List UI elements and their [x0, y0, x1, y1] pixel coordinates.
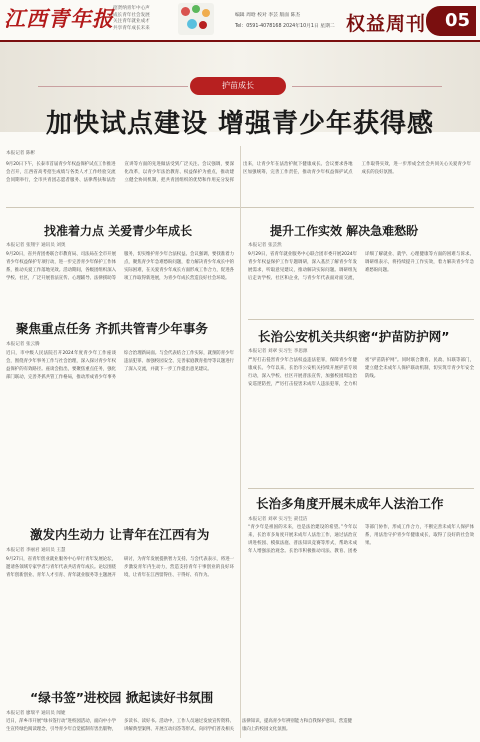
article-body: 9月20日，省共青团委联合市教育局、司法局在全市开展青少年权益保护专项行动，进一步完善青少年保护工作体系，推动关爱工作落地见效。活动期间，各级团组织深入学校、社区，广泛开展普法宣传、心理辅导、法律援助等服务，切实维护青少年合法权益。会议强调，要找准着力点，聚焦青少年急难愁盼问题，着力解决青少年成长中的实际困难，在关爱青少年成长方面形成工作合力，促进各项工作取得新进展，为青少年成长营造良好社会环境。 — [6, 252, 234, 281]
article-body: 严厉打击侵害青少年合法权益违法犯罪，保障青少年健康成长。今年以来，长治市公安机关持续开展护苗专项行动，深入学校、社区开展普法宣传，加强校园周边治安巡逻防控，严厉打击侵害未成年人违法犯罪，全力织密“护苗防护网”。同时联合教育、民政、妇联等部门，建立健全未成年人保护联动机制，切实筑牢青少年安全防线。 — [248, 358, 474, 387]
divider — [248, 488, 474, 489]
column-tag: 护苗成长 — [190, 77, 286, 95]
article-title: 找准着力点 关爱青少年成长 — [44, 224, 193, 238]
masthead-date: Tel：0591-4078168 2024年10月1日 星期二 — [235, 24, 335, 29]
masthead-slogan: 招贤纳青年中心声 成长青年社会发展 关注青年就业成才 共享青年成长未来 — [113, 6, 150, 31]
divider — [248, 319, 474, 320]
lead-byline: 本报记者 陈彬 — [6, 151, 36, 156]
article-body: “青少年是祖国的未来，也是法治建设的希望。”今年以来，长治市多角度开展未成年人法治工作，通过法治宣讲进校园、模拟法庭、普法知识竞赛等形式，帮助未成年人增强法治观念。长治市积极推动司法、教育、团委等部门协作，形成工作合力，不断完善未成年人保护体系，用法治守护青少年健康成长，取得了良好的社会效果。 — [248, 525, 474, 554]
article-byline: 本报记者 张云腾 — [6, 342, 40, 347]
newspaper-logo: 江西青年报 — [4, 6, 114, 31]
page-headline: 加快试点建设 增强青少年获得感 — [45, 109, 435, 139]
column-divider — [240, 146, 241, 738]
article-byline: 本报记者 刘翠 实习生 聂佳洁 — [248, 517, 308, 522]
article-byline: 本报记者 廖瑞平 通讯员 闻婕 — [6, 711, 66, 716]
article-title: 聚焦重点任务 齐抓共管青少年事务 — [16, 321, 208, 336]
edition-title: 权益周刊 — [346, 13, 427, 35]
article-body: 近日，萍乡市开展“绿书签行动”进校园活动，面向中小学生宣传绿色阅读理念，引导青少年自觉抵制有害出版物，多读书、读好书。活动中，工作人员通过发放宣传资料、讲解典型案例、开展互动问答等形式，向同学们普及相关法律知识，提高青少年辨别能力和自我保护意识，营造健康向上的校园文化氛围。 — [6, 719, 352, 732]
article-byline: 本报记者 张芸然 — [248, 243, 282, 248]
article-body: 9月27日，省青年创业就业服务中心举行青年发展论坛，邀请各领域专家学者与青年代表共话青年成长。论坛围绕青年创新创业、青年人才引育、青年就业服务等主题展开研讨，为青年发展提供智力支持。与会代表表示，将进一步激发青年内生动力，营造支持青年干事创业的良好环境，让青年在江西留得住、干得好、有作为。 — [6, 557, 234, 578]
article-body: 近日，市中级人民法院召开2024年度青少年工作座谈会，围绕青少年事务工作与社会治理，深入探讨青少年权益保护的有效路径。座谈会指出，要聚焦重点任务，强化部门联动，完善齐抓共管工作格局，推动形成青少年事务综合治理新局面。与会代表结合工作实际，就预防青少年违法犯罪、加强校园安全、完善家庭教育指导等议题进行了深入交流，并就下一步工作提出意见建议。 — [6, 351, 234, 380]
article-title: “绿书签”进校园 掀起读好书氛围 — [30, 690, 214, 705]
article-title: 长治多角度开展未成年人法治工作 — [256, 496, 444, 511]
article-byline: 本报记者 刘翠 实习生 李思源 — [248, 349, 308, 354]
divider — [38, 86, 188, 87]
page-number: 05 — [426, 6, 476, 36]
lead-body: 9月20日下午，长泰市首届青少年权益保护试点工作推进会召开，江西省高考招生成绩与各类人才工作经验交流会同期举行，全市共青团志愿者服务、法律帮扶和法治宣讲等方面的先进做法受到广泛关注。会议强调，要深化改革，以青少年法治教育、权益保护为重点，推动建立健全协同机制，把共青团组织的优势和作用充分发挥出来，让青少年在法治护航下健康成长。会议要求各地区加强统筹，完善工作责任，推动青少年权益保护试点工作取得实效，进一步形成全社会共同关心关爱青少年成长的良好氛围。 — [6, 162, 471, 183]
article-body: 9月29日，省青年就业服务中心联合团市委开展2024年青少年权益保护工作专题调研，深入基层了解青少年发展需求，听取意见建议，推动解决实际问题。调研组先后走访学校、社区和企业，与青少年代表面对面交流，详细了解就业、就学、心理健康等方面的困难与诉求。调研组表示，将持续提升工作实效，着力解决青少年急难愁盼问题。 — [248, 252, 474, 281]
article-title: 提升工作实效 解决急难愁盼 — [270, 224, 419, 238]
divider — [292, 86, 442, 87]
masthead — [0, 0, 480, 40]
article-byline: 本报记者 李丽君 通讯员 王慧 — [6, 548, 66, 553]
article-title: 激发内生动力 让青年在江西有为 — [30, 527, 210, 542]
article-title: 长治公安机关共织密“护苗防护网” — [258, 329, 450, 344]
masthead-editors: 编辑 周晗 校对 李芸 版面 陈杰 — [235, 13, 301, 18]
article-byline: 本报记者 张翔宇 通讯员 刘奥 — [6, 243, 66, 248]
emblem-graphic — [178, 3, 214, 35]
